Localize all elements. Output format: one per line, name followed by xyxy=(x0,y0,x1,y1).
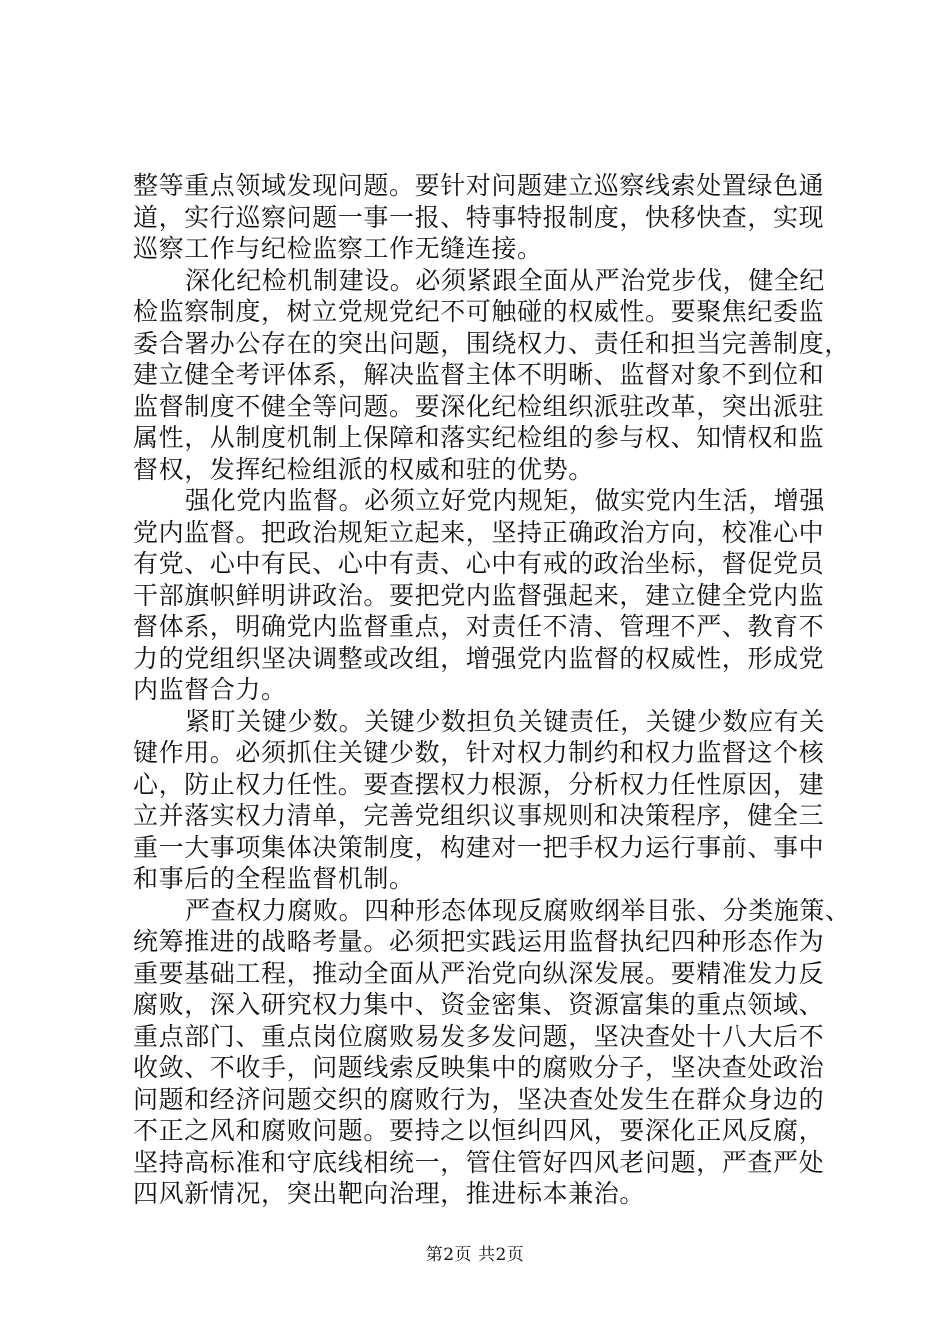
text-line: 深化纪检机制建设。必须紧跟全面从严治党步伐，健全纪 xyxy=(185,265,826,295)
paragraph-power-corruption xyxy=(133,895,851,1210)
paragraph-key-minority xyxy=(133,706,833,895)
text-line: 重要基础工程，推动全面从严治党向纵深发展。要精准发力反 xyxy=(133,958,825,988)
text-line: 和事后的全程监督机制。 xyxy=(133,864,415,893)
text-line: 有党、心中有民、心中有责、心中有戒的政治坐标，督促党员 xyxy=(133,549,825,578)
text-line: 属性，从制度机制上保障和落实纪检组的参与权、知情权和监 xyxy=(133,423,825,452)
text-line: 紧盯关键少数。关键少数担负关键责任，关键少数应有关 xyxy=(185,706,826,736)
document-body xyxy=(133,170,851,1210)
text-line: 严查权力腐败。四种形态体现反腐败纲举目张、分类施策、 xyxy=(185,895,851,925)
page-number-footer: 第2页 共2页 xyxy=(425,1245,525,1265)
text-line: 党内监督。把政治规矩立起来，坚持正确政治方向，校准心中 xyxy=(133,517,825,547)
text-line: 建立健全考评体系，解决监督主体不明晰、监督对象不到位和 xyxy=(133,360,825,389)
text-line: 力的党组织坚决调整或改组，增强党内监督的权威性，形成党 xyxy=(133,643,825,673)
text-line: 四风新情况，突出靶向治理，推进标本兼治。 xyxy=(133,1179,646,1208)
text-line: 巡察工作与纪检监察工作无缝连接。 xyxy=(133,234,543,263)
text-line: 收敛、不收手，问题线索反映集中的腐败分子，坚决查处政治 xyxy=(133,1053,825,1082)
text-line: 整等重点领域发现问题。要针对问题建立巡察线索处置绿色通 xyxy=(133,171,825,200)
text-line: 键作用。必须抓住关键少数，针对权力制约和权力监督这个核 xyxy=(133,738,825,767)
paragraph-discipline-mechanism xyxy=(133,265,850,486)
text-line: 强化党内监督。必须立好党内规矩，做实党内生活，增强 xyxy=(185,486,826,515)
text-line: 督体系，明确党内监督重点，对责任不清、管理不严、教育不 xyxy=(133,612,825,641)
paragraph-intra-party-supervision xyxy=(133,485,833,706)
text-line: 立并落实权力清单，完善党组织议事规则和决策程序，健全三 xyxy=(133,801,825,830)
text-line: 重一大事项集体决策制度，构建对一把手权力运行事前、事中 xyxy=(133,832,825,862)
text-line: 监督制度不健全等问题。要深化纪检组织派驻改革，突出派驻 xyxy=(133,391,825,421)
text-line: 内监督合力。 xyxy=(133,675,287,704)
text-line: 重点部门、重点岗位腐败易发多发问题，坚决查处十八大后不 xyxy=(133,1021,825,1051)
text-line: 检监察制度，树立党规党纪不可触碰的权威性。要聚焦纪委监 xyxy=(133,297,825,326)
text-line: 心，防止权力任性。要查摆权力根源，分析权力任性原因，建 xyxy=(133,769,825,799)
text-line: 坚持高标准和守底线相统一，管住管好四风老问题，严查严处 xyxy=(133,1147,825,1177)
text-line: 问题和经济问题交织的腐败行为，坚决查处发生在群众身边的 xyxy=(133,1084,825,1114)
text-line: 干部旗帜鲜明讲政治。要把党内监督强起来，建立健全党内监 xyxy=(133,580,825,610)
paragraph-continuation xyxy=(133,170,833,265)
text-line: 道，实行巡察问题一事一报、特事特报制度，快移快查，实现 xyxy=(133,202,825,232)
text-line: 统筹推进的战略考量。必须把实践运用监督执纪四种形态作为 xyxy=(133,927,825,956)
text-line: 不正之风和腐败问题。要持之以恒纠四风，要深化正风反腐， xyxy=(133,1116,825,1145)
text-line: 委合署办公存在的突出问题，围绕权力、责任和担当完善制度， xyxy=(133,328,850,358)
text-line: 腐败，深入研究权力集中、资金密集、资源富集的重点领域、 xyxy=(133,990,825,1019)
text-line: 督权，发挥纪检组派的权威和驻的优势。 xyxy=(133,454,594,484)
